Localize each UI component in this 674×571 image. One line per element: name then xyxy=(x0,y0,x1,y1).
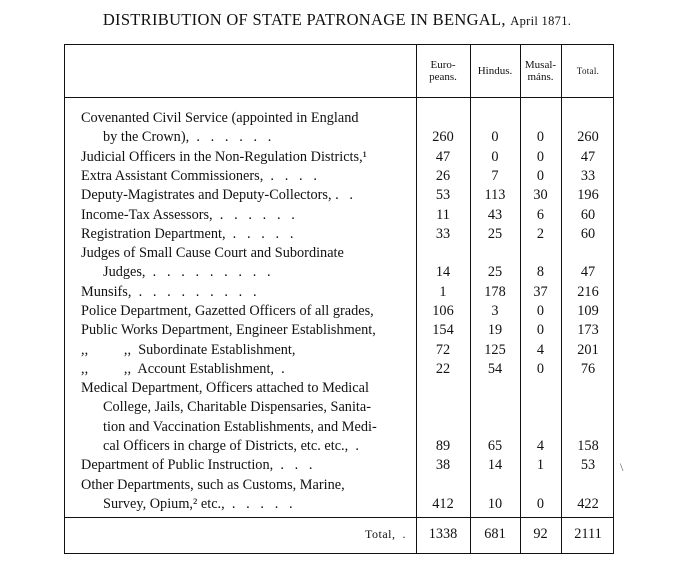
row-description-line: Public Works Department, Engineer Establishment, xyxy=(81,322,376,339)
row-description-line: College, Jails, Charitable Dispensaries, Sanita- xyxy=(103,399,372,416)
table-cell: 30 xyxy=(533,187,548,204)
table-cell: 4 xyxy=(536,438,545,455)
row-description-line: Survey, Opium,² etc., . . . . . xyxy=(103,495,293,512)
table-cell: 38 xyxy=(435,457,451,474)
table-cell: 196 xyxy=(577,187,599,204)
table-cell: 1 xyxy=(536,457,545,474)
row-description-line: Department of Public Instruction, . . . xyxy=(81,457,313,474)
column-header-line: Total. xyxy=(576,66,600,76)
row-description-line: Munsifs, . . . . . . . . . xyxy=(81,283,257,300)
title-date: April 1871. xyxy=(510,14,572,28)
table-cell: 11 xyxy=(436,206,450,223)
table-cell: 2 xyxy=(536,225,545,242)
table-cell: 0 xyxy=(536,129,545,146)
table-cell: 53 xyxy=(580,457,596,474)
total-cell: 681 xyxy=(484,526,506,542)
row-description-line: ,, ,, Subordinate Establishment, xyxy=(81,341,296,358)
row-description-line: Police Department, Gazetted Officers of all grades, xyxy=(81,303,374,319)
total-rule xyxy=(65,517,613,518)
column-header xyxy=(520,45,561,97)
table-cell: 47 xyxy=(435,148,451,165)
table-cell: 0 xyxy=(491,129,499,146)
table-cell: 6 xyxy=(536,206,545,223)
row-description xyxy=(81,321,413,340)
table-cell: 0 xyxy=(536,167,545,184)
patronage-table xyxy=(64,44,614,554)
column-header-line: Euro- xyxy=(430,59,456,71)
row-description-line: Judicial Officers in the Non-Regulation Districts,¹ xyxy=(81,148,367,165)
table-cell: 216 xyxy=(577,283,599,300)
row-description xyxy=(81,244,413,283)
row-description-line: Deputy-Magistrates and Deputy-Collectors, . . xyxy=(81,187,353,204)
table-cell: 33 xyxy=(580,167,596,184)
table-cell: 25 xyxy=(487,264,503,281)
row-description xyxy=(81,206,413,225)
table-cell: 0 xyxy=(536,303,545,319)
margin-mark: \ xyxy=(620,460,624,474)
table-cell: 53 xyxy=(435,187,451,204)
row-description xyxy=(81,225,413,244)
table-cell: 25 xyxy=(487,225,503,242)
table-cell: 47 xyxy=(580,264,596,281)
row-description-line: ,, ,, Account Establishment, . xyxy=(81,360,285,377)
header-rule xyxy=(65,97,613,98)
table-cell: 158 xyxy=(577,438,599,455)
row-description-line: Covenanted Civil Service (appointed in England xyxy=(81,110,359,126)
row-description-line: Medical Department, Officers attached to Medical xyxy=(81,380,369,397)
row-description-line: tion and Vaccination Establishments, and Medi- xyxy=(103,418,377,435)
table-cell: 0 xyxy=(536,360,545,377)
table-cell: 14 xyxy=(487,457,503,474)
row-description xyxy=(81,456,413,475)
table-cell: 1 xyxy=(439,283,447,300)
table-cell: 8 xyxy=(536,264,545,281)
row-description-line: Judges, . . . . . . . . . xyxy=(103,264,271,281)
table-cell: 89 xyxy=(435,438,451,455)
row-description-line: Judges of Small Cause Court and Subordinate xyxy=(81,245,344,262)
table-cell: 422 xyxy=(577,496,599,512)
table-cell: 22 xyxy=(435,360,451,377)
row-description xyxy=(81,186,413,205)
row-description xyxy=(81,109,413,148)
column-header-line: peans. xyxy=(429,71,457,83)
column-header-line: Hindus. xyxy=(477,65,513,77)
table-cell: 19 xyxy=(487,322,503,339)
total-cell: 1338 xyxy=(428,526,458,542)
row-description xyxy=(81,148,413,167)
table-cell: 178 xyxy=(484,283,506,300)
table-cell: 43 xyxy=(487,206,503,223)
row-description-line: Income-Tax Assessors, . . . . . . xyxy=(81,206,295,223)
table-cell: 109 xyxy=(577,303,599,319)
table-cell: 0 xyxy=(536,322,545,339)
column-header xyxy=(561,45,615,97)
table-cell: 60 xyxy=(580,206,596,223)
column-header xyxy=(416,45,470,97)
table-cell: 54 xyxy=(487,360,503,377)
row-description xyxy=(81,360,413,379)
row-description xyxy=(81,341,413,360)
column-header-line: Musal- xyxy=(524,59,557,71)
total-label: Total, . xyxy=(365,527,406,541)
title-main: DISTRIBUTION OF STATE PATRONAGE IN BENGAL, xyxy=(102,10,511,29)
table-cell: 7 xyxy=(491,167,499,184)
row-description-line: cal Officers in charge of Districts, etc. etc., . xyxy=(103,438,359,455)
row-description xyxy=(81,167,413,186)
table-cell: 113 xyxy=(484,187,506,204)
table-cell: 76 xyxy=(580,360,596,377)
table-cell: 4 xyxy=(536,341,545,358)
table-cell: 412 xyxy=(432,496,454,512)
table-cell: 33 xyxy=(435,225,451,242)
row-description xyxy=(81,302,413,321)
table-cell: 0 xyxy=(536,148,545,165)
table-cell: 260 xyxy=(432,129,454,146)
row-description-line: Other Departments, such as Customs, Marine, xyxy=(81,476,345,493)
total-cell: 2111 xyxy=(574,526,602,542)
row-description xyxy=(81,476,413,515)
table-cell: 260 xyxy=(577,129,599,146)
table-cell: 201 xyxy=(577,341,599,358)
column-header-line: máns. xyxy=(527,71,554,83)
table-cell: 154 xyxy=(432,322,454,339)
row-description-line: by the Crown), . . . . . . xyxy=(103,129,272,146)
table-cell: 106 xyxy=(432,303,454,319)
table-cell: 173 xyxy=(577,322,599,339)
table-cell: 10 xyxy=(487,496,503,512)
table-cell: 72 xyxy=(435,341,451,358)
table-cell: 60 xyxy=(580,225,596,242)
table-cell: 37 xyxy=(533,283,548,300)
row-description-line: Registration Department, . . . . . xyxy=(81,225,294,242)
table-title xyxy=(0,10,674,30)
row-description xyxy=(81,283,413,302)
row-description xyxy=(81,379,413,456)
table-cell: 65 xyxy=(487,438,503,455)
table-cell: 3 xyxy=(491,303,499,319)
table-cell: 125 xyxy=(484,341,506,358)
table-cell: 47 xyxy=(580,148,596,165)
table-cell: 26 xyxy=(435,167,451,184)
row-description-line: Extra Assistant Commissioners, . . . . xyxy=(81,167,317,184)
table-cell: 0 xyxy=(491,148,499,165)
column-header xyxy=(470,45,520,97)
table-cell: 14 xyxy=(435,264,451,281)
table-cell: 0 xyxy=(536,496,545,512)
total-cell: 92 xyxy=(533,526,548,542)
